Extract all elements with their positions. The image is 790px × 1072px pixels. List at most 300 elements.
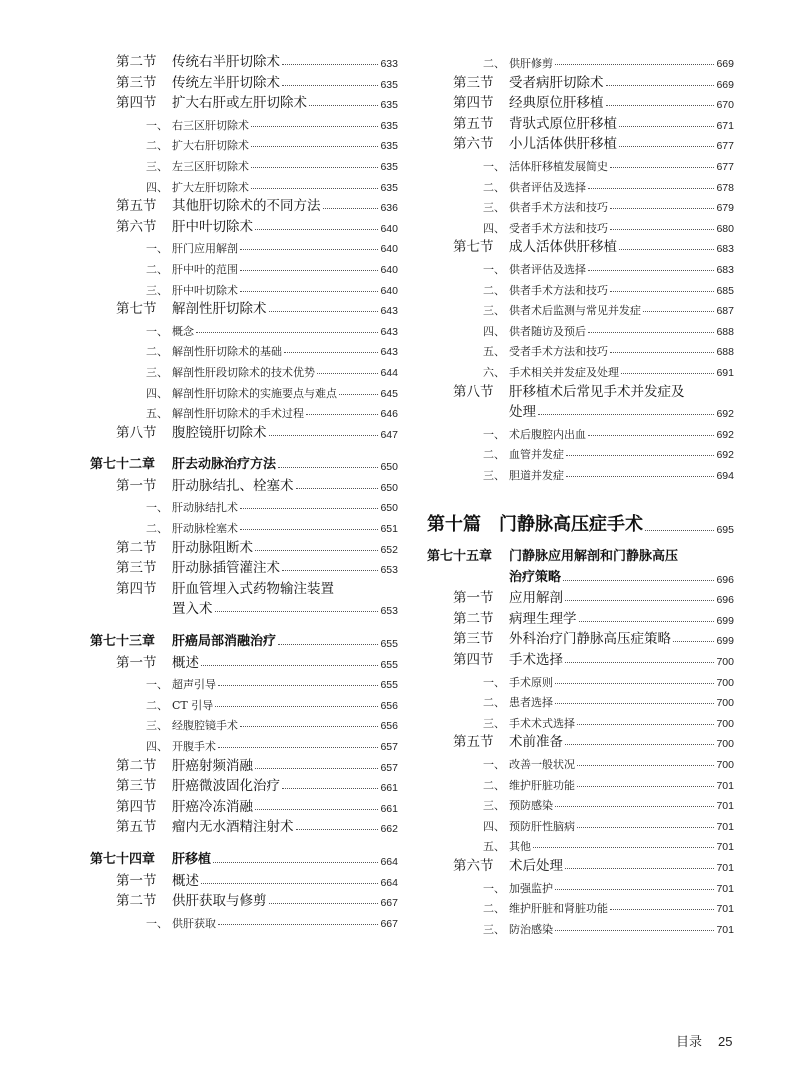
toc-entry-title: 开腹手术 bbox=[172, 740, 216, 753]
toc-page-number: 667 bbox=[380, 917, 398, 930]
toc-entry-sec[interactable] bbox=[90, 758, 398, 779]
toc-page-number: 700 bbox=[716, 717, 734, 730]
toc-entry-sub[interactable] bbox=[427, 837, 734, 858]
toc-page-number: 661 bbox=[380, 802, 398, 815]
toc-entry-number: 一、 bbox=[146, 678, 168, 692]
toc-page-number: 655 bbox=[380, 658, 398, 671]
toc-entry-title: 加强监护 bbox=[509, 881, 553, 895]
toc-entry-title: 肝门应用解剖 bbox=[172, 242, 238, 256]
toc-entry-sub[interactable] bbox=[427, 817, 734, 838]
toc-entry-number: 四、 bbox=[483, 221, 505, 235]
toc-entry-sub[interactable] bbox=[427, 796, 734, 817]
toc-entry-number: 四、 bbox=[483, 819, 505, 833]
toc-entry-number: 一、 bbox=[483, 159, 505, 173]
toc-leader-dots bbox=[251, 146, 378, 147]
toc-entry-title: 经典原位肝移植 bbox=[509, 95, 604, 112]
toc-page-number: 635 bbox=[380, 140, 398, 153]
toc-entry-number: 第五节 bbox=[116, 198, 157, 215]
toc-page-number: 655 bbox=[380, 679, 398, 692]
toc-entry-title: 解剖性肝切除术的手术过程 bbox=[172, 407, 304, 421]
toc-entry-sec[interactable] bbox=[90, 219, 398, 240]
toc-entry-title: 其他 bbox=[509, 840, 531, 854]
toc-page-number: 701 bbox=[716, 861, 734, 874]
toc-entry-number: 第七节 bbox=[116, 301, 157, 318]
toc-entry-sec[interactable] bbox=[90, 819, 398, 840]
toc-page-number: 653 bbox=[380, 564, 398, 577]
toc-entry-sec[interactable] bbox=[427, 75, 734, 96]
toc-entry-sub[interactable] bbox=[90, 696, 398, 717]
toc-entry-number: 第三节 bbox=[116, 560, 157, 577]
toc-entry-sec[interactable] bbox=[427, 384, 734, 405]
toc-entry-title: 扩大右肝或左肝切除术 bbox=[172, 95, 307, 112]
toc-entry-sub[interactable] bbox=[90, 404, 398, 425]
toc-entry-sec[interactable] bbox=[427, 611, 734, 632]
toc-entry-number: 第三节 bbox=[453, 74, 494, 91]
toc-entry-sec[interactable] bbox=[427, 136, 734, 157]
toc-entry-sub[interactable] bbox=[427, 879, 734, 900]
toc-entry-sec[interactable] bbox=[90, 301, 398, 322]
toc-entry-sec[interactable] bbox=[90, 198, 398, 219]
toc-leader-dots bbox=[673, 641, 714, 642]
toc-entry-sub[interactable] bbox=[427, 776, 734, 797]
toc-entry-sec[interactable] bbox=[90, 540, 398, 561]
toc-entry-title: 传统右半肝切除术 bbox=[172, 54, 280, 70]
toc-entry-sub[interactable] bbox=[427, 281, 734, 302]
toc-leader-dots bbox=[577, 786, 714, 787]
page-footer bbox=[676, 1031, 732, 1050]
toc-entry-number: 一、 bbox=[483, 427, 505, 441]
toc-entry-sec[interactable] bbox=[427, 652, 734, 673]
toc-leader-dots bbox=[610, 229, 714, 230]
toc-leader-dots bbox=[282, 64, 378, 65]
toc-entry-title: 左三区肝切除术 bbox=[172, 159, 249, 173]
toc-entry-title: 维护肝脏和肾脏功能 bbox=[509, 902, 608, 916]
toc-entry-number: 六、 bbox=[483, 365, 505, 379]
toc-leader-dots bbox=[555, 889, 714, 890]
toc-page-number: 685 bbox=[716, 284, 734, 297]
toc-leader-dots bbox=[533, 847, 714, 848]
toc-entry-sec[interactable] bbox=[427, 858, 734, 879]
toc-entry-title: 供者评估及选择 bbox=[509, 180, 586, 194]
toc-entry-part[interactable] bbox=[427, 514, 734, 541]
toc-entry-title: 门静脉应用解剖和门静脉高压 bbox=[509, 549, 679, 565]
toc-page-number: 662 bbox=[380, 823, 398, 836]
toc-page-number: 664 bbox=[380, 876, 398, 889]
toc-entry-chap[interactable] bbox=[90, 852, 398, 873]
toc-page-number: 701 bbox=[716, 903, 734, 916]
toc-page-number: 635 bbox=[380, 181, 398, 194]
toc-entry-cont[interactable] bbox=[90, 601, 398, 622]
toc-leader-dots bbox=[619, 146, 714, 147]
toc-page-number: 688 bbox=[716, 325, 734, 338]
toc-entry-chap[interactable] bbox=[90, 457, 398, 478]
toc-entry-title: 手术选择 bbox=[509, 652, 563, 669]
toc-entry-number: 二、 bbox=[483, 778, 505, 792]
toc-leader-dots bbox=[606, 105, 714, 106]
toc-entry-number: 一、 bbox=[483, 262, 505, 276]
toc-page-number: 677 bbox=[716, 160, 734, 173]
toc-entry-sec[interactable] bbox=[90, 778, 398, 799]
toc-entry-sec[interactable] bbox=[90, 581, 398, 602]
toc-entry-number: 第一节 bbox=[116, 477, 157, 494]
toc-entry-number: 一、 bbox=[146, 916, 168, 930]
toc-entry-sub[interactable] bbox=[427, 693, 734, 714]
toc-leader-dots bbox=[213, 862, 378, 863]
toc-page-number: 651 bbox=[380, 523, 398, 536]
toc-entry-title: 预防感染 bbox=[509, 799, 553, 813]
toc-leader-dots bbox=[588, 270, 714, 271]
toc-entry-sub[interactable] bbox=[90, 178, 398, 199]
toc-entry-number: 一、 bbox=[146, 118, 168, 132]
toc-entry-title: 肝动脉阻断术 bbox=[172, 539, 253, 556]
toc-entry-sub[interactable] bbox=[427, 466, 734, 487]
toc-entry-number: 第三节 bbox=[116, 778, 157, 795]
toc-entry-sub[interactable] bbox=[90, 342, 398, 363]
toc-page-number: 650 bbox=[380, 481, 398, 494]
toc-entry-title: 供肝获取与修剪 bbox=[172, 893, 267, 910]
toc-entry-sub[interactable] bbox=[90, 737, 398, 758]
toc-entry-title: 患者选择 bbox=[509, 696, 553, 710]
toc-leader-dots bbox=[588, 435, 714, 436]
toc-page-number: 669 bbox=[716, 58, 734, 70]
toc-entry-title: 解剖性肝切除术的基础 bbox=[172, 345, 282, 359]
toc-page-number: 701 bbox=[716, 800, 734, 813]
toc-leader-dots bbox=[555, 64, 714, 65]
toc-entry-title: 肝动脉插管灌注术 bbox=[172, 560, 280, 577]
toc-entry-sub[interactable] bbox=[90, 239, 398, 260]
toc-entry-title: 维护肝脏功能 bbox=[509, 778, 575, 792]
toc-leader-dots bbox=[610, 909, 714, 910]
toc-page-number: 635 bbox=[380, 78, 398, 91]
toc-entry-sub[interactable] bbox=[427, 673, 734, 694]
toc-page-number: 699 bbox=[716, 614, 734, 627]
toc-leader-dots bbox=[201, 665, 378, 666]
toc-page-number: 692 bbox=[716, 449, 734, 462]
toc-entry-number: 第六节 bbox=[116, 218, 157, 235]
toc-entry-number: 第六节 bbox=[453, 136, 494, 153]
toc-entry-sub[interactable] bbox=[90, 281, 398, 302]
toc-page-number: 701 bbox=[716, 882, 734, 895]
toc-entry-title: 超声引导 bbox=[172, 678, 216, 692]
toc-entry-number: 二、 bbox=[146, 698, 168, 712]
toc-entry-title: 术后处理 bbox=[509, 857, 563, 874]
toc-entry-title: 外科治疗门静脉高压症策略 bbox=[509, 631, 671, 648]
toc-leader-dots bbox=[282, 85, 378, 86]
toc-entry-title: 肝中叶的范围 bbox=[172, 262, 238, 276]
toc-leader-dots bbox=[619, 126, 714, 127]
toc-entry-title: 处理 bbox=[509, 404, 536, 421]
toc-entry-title: 供者评估及选择 bbox=[509, 262, 586, 276]
toc-entry-sec[interactable] bbox=[427, 734, 734, 755]
toc-entry-number: 二、 bbox=[146, 262, 168, 276]
toc-entry-title: 手术相关并发症及处理 bbox=[509, 365, 619, 379]
toc-entry-title: 解剖性肝切除术 bbox=[172, 301, 267, 318]
toc-entry-number: 一、 bbox=[483, 675, 505, 689]
toc-page-number: 700 bbox=[716, 759, 734, 771]
toc-entry-title: 受者病肝切除术 bbox=[509, 74, 604, 91]
toc-leader-dots bbox=[296, 829, 378, 830]
toc-entry-title: 活体肝移植发展简史 bbox=[509, 159, 608, 173]
toc-page-number: 643 bbox=[380, 346, 398, 359]
toc-entry-cont[interactable] bbox=[427, 404, 734, 425]
toc-entry-number: 二、 bbox=[146, 522, 168, 536]
toc-entry-sec[interactable] bbox=[427, 95, 734, 116]
toc-entry-sub[interactable] bbox=[427, 920, 734, 941]
toc-entry-sub[interactable] bbox=[427, 54, 734, 75]
toc-leader-dots bbox=[610, 352, 714, 353]
toc-entry-title: 概述 bbox=[172, 872, 199, 889]
toc-page-number: 640 bbox=[380, 222, 398, 235]
toc-leader-dots bbox=[563, 580, 714, 581]
toc-leader-dots bbox=[555, 683, 714, 684]
toc-page-number: 694 bbox=[716, 469, 734, 482]
toc-leader-dots bbox=[278, 467, 378, 468]
toc-entry-sec[interactable] bbox=[427, 631, 734, 652]
toc-entry-title: 供者随访及预后 bbox=[509, 324, 586, 338]
toc-entry-sec[interactable] bbox=[90, 95, 398, 116]
toc-entry-sub[interactable] bbox=[427, 322, 734, 343]
toc-entry-title: 肝癌微波固化治疗 bbox=[172, 778, 280, 795]
toc-page-number: 635 bbox=[380, 99, 398, 112]
toc-entry-sub[interactable] bbox=[427, 445, 734, 466]
toc-leader-dots bbox=[218, 924, 378, 925]
toc-entry-title: 供者手术方法和技巧 bbox=[509, 201, 608, 215]
toc-entry-sub[interactable] bbox=[427, 219, 734, 240]
toc-entry-title: 病理生理学 bbox=[509, 610, 577, 627]
toc-entry-number: 二、 bbox=[483, 448, 505, 462]
toc-entry-title: 扩大左肝切除术 bbox=[172, 180, 249, 194]
toc-entry-sub[interactable] bbox=[427, 342, 734, 363]
toc-leader-dots bbox=[643, 311, 714, 312]
toc-page-number: 640 bbox=[380, 284, 398, 297]
toc-leader-dots bbox=[577, 765, 714, 766]
toc-leader-dots bbox=[215, 706, 378, 707]
toc-leader-dots bbox=[621, 373, 714, 374]
toc-page-number: 640 bbox=[380, 263, 398, 276]
toc-entry-sec[interactable] bbox=[90, 54, 398, 75]
toc-entry-number: 二、 bbox=[146, 345, 168, 359]
toc-page-number: 701 bbox=[716, 820, 734, 833]
toc-entry-title: 概念 bbox=[172, 324, 194, 338]
toc-entry-sub[interactable] bbox=[427, 899, 734, 920]
toc-leader-dots bbox=[577, 724, 714, 725]
toc-page-number: 691 bbox=[716, 366, 734, 379]
toc-leader-dots bbox=[269, 435, 378, 436]
toc-entry-number: 四、 bbox=[483, 324, 505, 338]
toc-entry-number: 第四节 bbox=[116, 580, 157, 597]
toc-entry-sub[interactable] bbox=[90, 157, 398, 178]
toc-entry-sub[interactable] bbox=[427, 363, 734, 384]
toc-entry-sub[interactable] bbox=[90, 914, 398, 935]
toc-entry-title: 肝中叶切除术 bbox=[172, 283, 238, 297]
toc-entry-title: 受者手术方法和技巧 bbox=[509, 221, 608, 235]
toc-entry-sub[interactable] bbox=[90, 519, 398, 540]
toc-entry-title: 肝癌局部消融治疗 bbox=[172, 634, 277, 650]
toc-page-number: 700 bbox=[716, 697, 734, 710]
footer-label: 目录 bbox=[676, 1034, 703, 1049]
toc-entry-number: 三、 bbox=[146, 719, 168, 733]
toc-leader-dots bbox=[309, 105, 378, 106]
toc-page-number: 687 bbox=[716, 305, 734, 318]
toc-leader-dots bbox=[577, 827, 714, 828]
toc-leader-dots bbox=[555, 806, 714, 807]
toc-entry-number: 一、 bbox=[146, 242, 168, 256]
footer-page-number: 25 bbox=[718, 1034, 733, 1049]
toc-entry-title: 肝动脉结扎、栓塞术 bbox=[172, 477, 294, 494]
toc-page-number: 661 bbox=[380, 782, 398, 795]
toc-entry-sub[interactable] bbox=[90, 260, 398, 281]
toc-column-right bbox=[427, 54, 734, 940]
toc-page-number: 635 bbox=[380, 160, 398, 173]
toc-leader-dots bbox=[565, 744, 714, 745]
toc-entry-sec[interactable] bbox=[427, 239, 734, 260]
toc-page-number: 696 bbox=[716, 573, 734, 586]
toc-page-number: 701 bbox=[716, 923, 734, 936]
toc-entry-sub[interactable] bbox=[90, 675, 398, 696]
toc-entry-title: 肝动脉栓塞术 bbox=[172, 522, 238, 536]
toc-entry-number: 第七节 bbox=[453, 239, 494, 256]
toc-page-number: 670 bbox=[716, 99, 734, 112]
toc-entry-number: 五、 bbox=[483, 840, 505, 854]
toc-entry-number: 第五节 bbox=[453, 734, 494, 751]
toc-entry-sec[interactable] bbox=[90, 560, 398, 581]
toc-entry-sub[interactable] bbox=[427, 301, 734, 322]
toc-entry-title: 肝去动脉治疗方法 bbox=[172, 457, 277, 473]
toc-leader-dots bbox=[619, 249, 714, 250]
toc-entry-title: 改善一般状况 bbox=[509, 758, 575, 771]
toc-page-number: 657 bbox=[380, 741, 398, 753]
toc-entry-sub[interactable] bbox=[90, 116, 398, 137]
toc-page-number: 669 bbox=[716, 78, 734, 91]
toc-entry-title: 概述 bbox=[172, 654, 199, 671]
toc-entry-number: 第八节 bbox=[116, 424, 157, 441]
toc-page-number: 680 bbox=[716, 222, 734, 235]
toc-entry-sub[interactable] bbox=[427, 425, 734, 446]
toc-leader-dots bbox=[251, 126, 378, 127]
toc-entry-sec[interactable] bbox=[90, 425, 398, 446]
toc-entry-number: 第二节 bbox=[116, 54, 157, 70]
toc-page-number: 671 bbox=[716, 119, 734, 132]
toc-page-number: 701 bbox=[716, 779, 734, 792]
toc-leader-dots bbox=[282, 570, 378, 571]
toc-page-number: 664 bbox=[380, 855, 398, 868]
toc-leader-dots bbox=[317, 373, 378, 374]
toc-leader-dots bbox=[284, 352, 378, 353]
toc-entry-title: 血管并发症 bbox=[509, 448, 564, 462]
toc-entry-sub[interactable] bbox=[90, 716, 398, 737]
toc-page-number: 679 bbox=[716, 202, 734, 215]
toc-entry-chap[interactable] bbox=[427, 549, 734, 570]
toc-entry-title: 手术术式选择 bbox=[509, 716, 575, 730]
toc-entry-number: 第六节 bbox=[453, 857, 494, 874]
toc-entry-sub[interactable] bbox=[427, 714, 734, 735]
toc-entry-sec[interactable] bbox=[90, 75, 398, 96]
toc-page-number: 633 bbox=[380, 58, 398, 70]
toc-entry-chap[interactable] bbox=[90, 634, 398, 655]
toc-leader-dots bbox=[610, 167, 714, 168]
toc-entry-number: 三、 bbox=[483, 799, 505, 813]
toc-entry-sec[interactable] bbox=[427, 590, 734, 611]
toc-page-number: 652 bbox=[380, 543, 398, 556]
toc-entry-sec[interactable] bbox=[90, 873, 398, 894]
toc-entry-number: 第四节 bbox=[116, 95, 157, 112]
toc-entry-number: 第一节 bbox=[453, 590, 494, 607]
toc-leader-dots bbox=[565, 868, 714, 869]
toc-leader-dots bbox=[566, 455, 714, 456]
toc-page-number: 696 bbox=[716, 594, 734, 607]
toc-entry-sub[interactable] bbox=[90, 384, 398, 405]
toc-entry-sub[interactable] bbox=[90, 363, 398, 384]
toc-entry-sub[interactable] bbox=[427, 178, 734, 199]
toc-entry-sub[interactable] bbox=[427, 755, 734, 776]
toc-leader-dots bbox=[240, 270, 378, 271]
toc-page-number: 653 bbox=[380, 605, 398, 618]
toc-entry-number: 三、 bbox=[483, 201, 505, 215]
toc-entry-sub[interactable] bbox=[90, 136, 398, 157]
toc-entry-sub[interactable] bbox=[90, 322, 398, 343]
toc-page-number: 656 bbox=[380, 720, 398, 733]
toc-entry-title: 肝移植 bbox=[172, 851, 212, 867]
toc-entry-sub[interactable] bbox=[427, 198, 734, 219]
toc-entry-title: 解剖性肝切除术的实施要点与难点 bbox=[172, 386, 337, 400]
toc-leader-dots bbox=[240, 726, 378, 727]
toc-column-left bbox=[90, 54, 398, 934]
toc-entry-sec[interactable] bbox=[90, 478, 398, 499]
toc-entry-sec[interactable] bbox=[90, 655, 398, 676]
toc-entry-title: 受者手术方法和技巧 bbox=[509, 345, 608, 359]
toc-entry-number: 三、 bbox=[483, 922, 505, 936]
toc-leader-dots bbox=[240, 508, 378, 509]
toc-leader-dots bbox=[218, 685, 378, 686]
toc-entry-number: 第四节 bbox=[453, 652, 494, 669]
toc-entry-number: 第二节 bbox=[116, 893, 157, 910]
toc-entry-sec[interactable] bbox=[90, 893, 398, 914]
toc-entry-chapcont[interactable] bbox=[427, 570, 734, 591]
toc-entry-number: 四、 bbox=[146, 740, 168, 753]
toc-leader-dots bbox=[251, 167, 378, 168]
toc-entry-title: 右三区肝切除术 bbox=[172, 118, 249, 132]
toc-leader-dots bbox=[610, 208, 714, 209]
toc-entry-number: 三、 bbox=[146, 159, 168, 173]
toc-entry-title: 解剖性肝段切除术的技术优势 bbox=[172, 365, 315, 379]
toc-page-number: 644 bbox=[380, 366, 398, 379]
toc-leader-dots bbox=[240, 249, 378, 250]
toc-entry-number: 三、 bbox=[146, 365, 168, 379]
toc-entry-number: 第三节 bbox=[453, 631, 494, 648]
toc-entry-number: 第七十三章 bbox=[90, 634, 156, 650]
toc-entry-sec[interactable] bbox=[90, 799, 398, 820]
toc-entry-number: 五、 bbox=[146, 407, 168, 421]
toc-page-number: 683 bbox=[716, 263, 734, 276]
toc-page-number: 647 bbox=[380, 428, 398, 441]
toc-entry-title: 供者术后监测与常见并发症 bbox=[509, 304, 641, 318]
toc-entry-sub[interactable] bbox=[427, 260, 734, 281]
toc-leader-dots bbox=[588, 188, 714, 189]
toc-entry-title: 小儿活体供肝移植 bbox=[509, 136, 617, 153]
toc-entry-number: 第一节 bbox=[116, 872, 157, 889]
toc-page-number: 643 bbox=[380, 325, 398, 338]
toc-entry-sub[interactable] bbox=[90, 498, 398, 519]
toc-entry-sub[interactable] bbox=[427, 157, 734, 178]
toc-leader-dots bbox=[282, 788, 378, 789]
toc-entry-number: 第二节 bbox=[116, 539, 157, 556]
toc-entry-sec[interactable] bbox=[427, 116, 734, 137]
toc-entry-title: 成人活体供肝移植 bbox=[509, 239, 617, 256]
toc-leader-dots bbox=[566, 476, 714, 477]
toc-page-number: 655 bbox=[380, 638, 398, 651]
toc-entry-title: 肝动脉结扎术 bbox=[172, 501, 238, 515]
toc-leader-dots bbox=[240, 529, 378, 530]
